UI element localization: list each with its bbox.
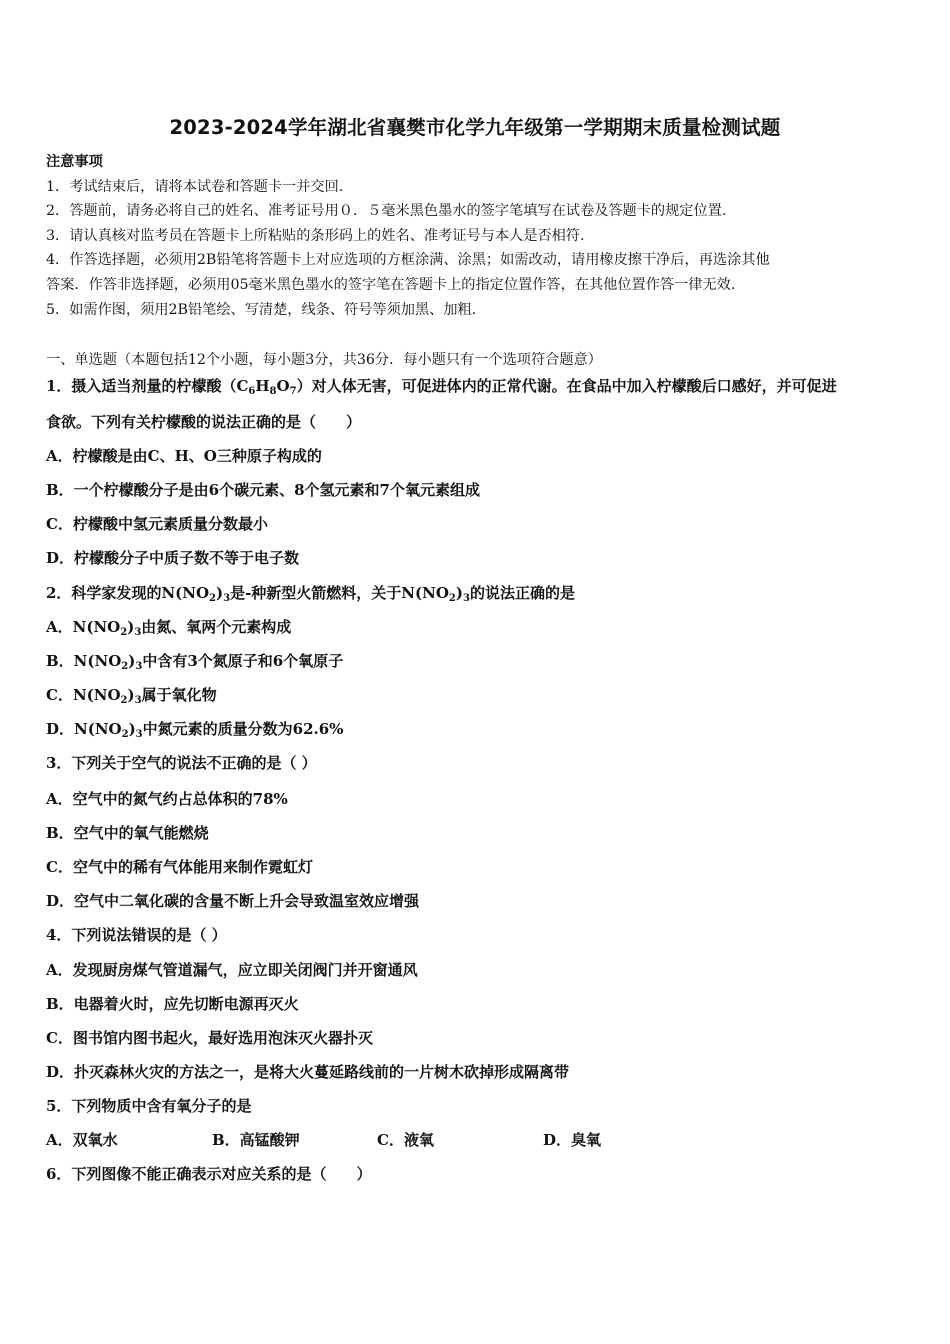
q2-paren-b: ) bbox=[455, 584, 463, 602]
question-4-option-d: D．扑灭森林火灾的方法之一，是将大火蔓延路线前的一片树木砍掉形成隔离带 bbox=[46, 1063, 570, 1081]
q2-stem-a: 2．科学家发现的N(NO bbox=[46, 584, 210, 602]
question-1-stem-line1 bbox=[46, 375, 926, 397]
question-5-option-b: B．高锰酸钾 bbox=[212, 1131, 300, 1149]
question-3-option-b: B．空气中的氧气能燃烧 bbox=[46, 824, 209, 842]
notice-block bbox=[46, 150, 916, 322]
question-5-options bbox=[46, 1129, 926, 1151]
q2-sub-2: 2 bbox=[209, 593, 216, 604]
question-3-option-c: C．空气中的稀有气体能用来制作霓虹灯 bbox=[46, 858, 313, 876]
question-5-stem: 5．下列物质中含有氧分子的是 bbox=[46, 1097, 252, 1115]
question-4-option-b: B．电器着火时，应先切断电源再灭火 bbox=[46, 995, 299, 1013]
q2-sub-2b: 2 bbox=[448, 593, 456, 604]
q2-paren: ) bbox=[216, 584, 224, 602]
q2-c-paren: ) bbox=[127, 686, 135, 704]
q2-stem-c: 的说法正确的是 bbox=[469, 584, 575, 602]
q1-text-b: ）对人体无害，可促进体内的正常代谢。在食品中加入柠檬酸后口感好，并可促进 bbox=[296, 377, 837, 395]
notice-heading: 注意事项 bbox=[46, 154, 103, 170]
q2-a-paren: ) bbox=[127, 618, 135, 636]
q2-b-pre: B．N(NO bbox=[46, 652, 122, 670]
question-2-stem bbox=[46, 582, 926, 604]
notice-item-5: 5．如需作图，须用2B铅笔绘、写清楚，线条、符号等须加黑、加粗. bbox=[46, 301, 477, 318]
q2-a-pre: A．N(NO bbox=[46, 618, 121, 636]
question-2-option-d bbox=[46, 718, 926, 740]
q2-d-sub3: 3 bbox=[135, 729, 143, 740]
notice-item-3: 3．请认真核对监考员在答题卡上所粘贴的条形码上的姓名、准考证号与本人是否相符. bbox=[46, 227, 585, 244]
q2-b-sub2: 2 bbox=[121, 661, 129, 672]
q2-c-pre: C．N(NO bbox=[46, 686, 121, 704]
question-2-option-c bbox=[46, 684, 926, 706]
notice-item-1: 1．考试结束后，请将本试卷和答题卡一并交回. bbox=[46, 178, 344, 195]
q2-c-sub2: 2 bbox=[120, 695, 128, 706]
question-5-option-a: A．双氧水 bbox=[46, 1131, 118, 1149]
question-1-option-c: C．柠檬酸中氢元素质量分数最小 bbox=[46, 515, 268, 533]
question-1-option-b: B．一个柠檬酸分子是由6个碳元素、8个氢元素和7个氧元素组成 bbox=[46, 481, 480, 499]
q1-sub-6: 6 bbox=[248, 386, 256, 397]
question-5-option-d: D．臭氧 bbox=[543, 1131, 602, 1149]
q2-b-sub3: 3 bbox=[135, 661, 143, 672]
q1-sub-8: 8 bbox=[269, 386, 277, 397]
q2-stem-b: 是-种新型火箭燃料，关于N(NO bbox=[230, 584, 449, 602]
question-5-option-c: C．液氧 bbox=[377, 1131, 434, 1149]
notice-item-2: 2．答题前，请务必将自己的姓名、准考证号用０．５毫米黑色墨水的签字笔填写在试卷及答题卡的规定位置. bbox=[46, 203, 727, 220]
q1-text-a: 1．摄入适当剂量的柠檬酸（C bbox=[46, 377, 249, 395]
question-3-option-a: A．空气中的氮气约占总体积的78% bbox=[46, 790, 288, 808]
section-heading-single-choice: 一、单选题（本题包括12个小题，每小题3分，共36分．每小题只有一个选项符合题意） bbox=[46, 352, 602, 368]
question-1-stem-line2: 食欲。下列有关柠檬酸的说法正确的是（ ） bbox=[46, 413, 362, 431]
q2-sub-3b: 3 bbox=[462, 593, 470, 604]
question-2-option-a bbox=[46, 616, 926, 638]
question-1-option-a: A．柠檬酸是由C、H、O三种原子构成的 bbox=[46, 447, 322, 465]
question-4-option-a: A．发现厨房煤气管道漏气，应立即关闭阀门并开窗通风 bbox=[46, 961, 418, 979]
question-6-stem: 6．下列图像不能正确表示对应关系的是（ ） bbox=[46, 1165, 372, 1183]
q2-sub-3: 3 bbox=[223, 593, 231, 604]
q2-d-sub2: 2 bbox=[121, 729, 129, 740]
notice-item-4: 4．作答选择题，必须用2B铅笔将答题卡上对应选项的方框涂满、涂黑；如需改动，请用橡皮擦干净后，再选涂其他 bbox=[46, 252, 770, 269]
question-4-option-c: C．图书馆内图书起火，最好选用泡沫灭火器扑灭 bbox=[46, 1029, 373, 1047]
q2-d-pre: D．N(NO bbox=[46, 720, 122, 738]
q2-c-post: 属于氧化物 bbox=[141, 686, 217, 704]
q1-h: H bbox=[255, 377, 270, 395]
question-3-stem: 3．下列关于空气的说法不正确的是（ ） bbox=[46, 754, 317, 772]
q2-a-sub3: 3 bbox=[134, 627, 142, 638]
q2-d-post: 中氮元素的质量分数为62.6% bbox=[142, 720, 344, 738]
question-3-option-d: D．空气中二氧化碳的含量不断上升会导致温室效应增强 bbox=[46, 892, 420, 910]
q2-b-paren: ) bbox=[128, 652, 136, 670]
q2-c-sub3: 3 bbox=[134, 695, 142, 706]
question-4-stem: 4．下列说法错误的是（ ） bbox=[46, 926, 227, 944]
q1-o: O bbox=[276, 377, 290, 395]
q2-a-sub2: 2 bbox=[120, 627, 128, 638]
question-2-option-b bbox=[46, 650, 926, 672]
q2-a-post: 由氮、氧两个元素构成 bbox=[141, 618, 292, 636]
page-title: 2023-2024学年湖北省襄樊市化学九年级第一学期期末质量检测试题 bbox=[169, 116, 781, 139]
question-1-option-d: D．柠檬酸分子中质子数不等于电子数 bbox=[46, 549, 300, 567]
q1-sub-7: 7 bbox=[289, 386, 297, 397]
q2-b-post: 中含有3个氮原子和6个氧原子 bbox=[142, 652, 344, 670]
notice-item-4-continued: 答案．作答非选择题，必须用05毫米黑色墨水的签字笔在答题卡上的指定位置作答，在其他位置作答一律无效. bbox=[46, 276, 736, 293]
q2-d-paren: ) bbox=[128, 720, 136, 738]
